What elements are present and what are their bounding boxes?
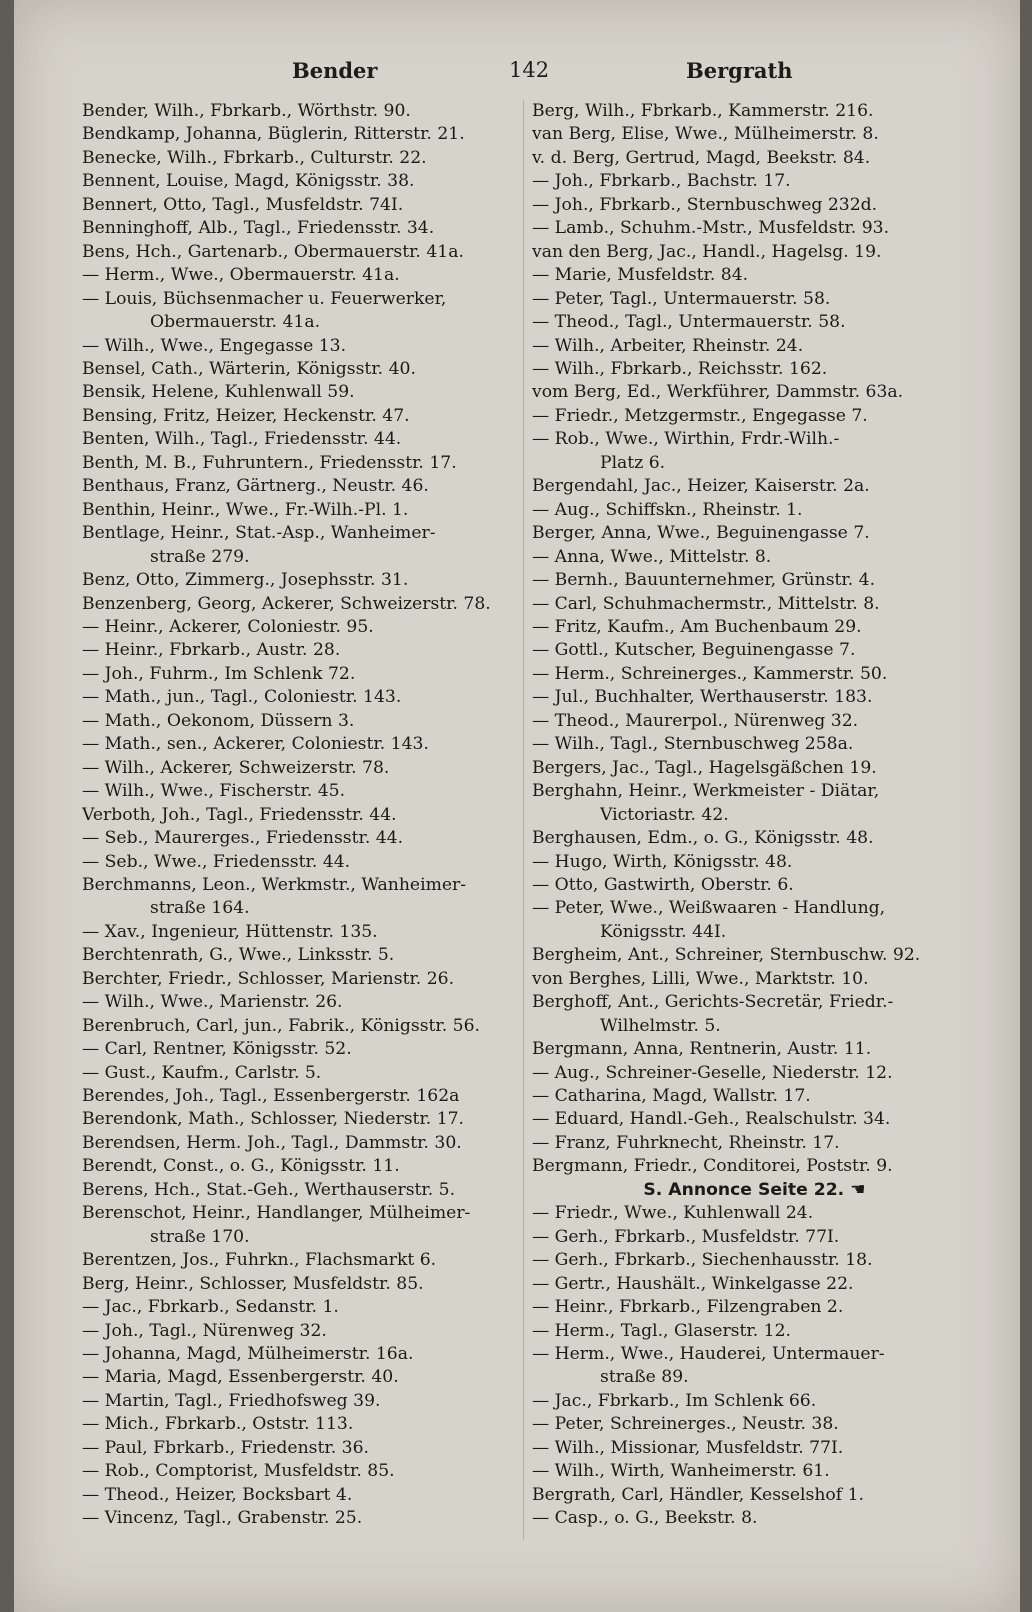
directory-entry: v. d. Berg, Gertrud, Magd, Beekstr. 84. xyxy=(532,147,871,168)
directory-entry: — Aug., Schreiner-Geselle, Niederstr. 12. xyxy=(532,1062,893,1083)
directory-entry: — Rob., Wwe., Wirthin, Frdr.-Wilh.- xyxy=(532,429,840,450)
directory-entry: Bentlage, Heinr., Stat.-Asp., Wanheimer- xyxy=(82,523,436,544)
directory-entry: — Heinr., Fbrkarb., Austr. 28. xyxy=(82,640,341,661)
directory-entry: Benz, Otto, Zimmerg., Josephsstr. 31. xyxy=(82,570,409,591)
directory-entry: — Math., Oekonom, Düssern 3. xyxy=(82,710,355,731)
directory-entry: — Heinr., Ackerer, Coloniestr. 95. xyxy=(82,616,374,637)
directory-entry: — Anna, Wwe., Mittelstr. 8. xyxy=(532,546,772,567)
directory-entry: — Gertr., Haushält., Winkelgasse 22. xyxy=(532,1273,854,1294)
directory-entry: Berchmanns, Leon., Werkmstr., Wanheimer- xyxy=(82,874,467,895)
directory-entry: van Berg, Elise, Wwe., Mülheimerstr. 8. xyxy=(532,124,879,145)
directory-entry: Benninghoff, Alb., Tagl., Friedensstr. 34. xyxy=(82,218,435,239)
directory-entry: — Wilh., Ackerer, Schweizerstr. 78. xyxy=(82,757,390,778)
directory-entry: — Theod., Maurerpol., Nürenweg 32. xyxy=(532,710,859,731)
directory-entry: Bendkamp, Johanna, Büglerin, Ritterstr. 21. xyxy=(82,124,465,145)
directory-entry: Berendt, Const., o. G., Königsstr. 11. xyxy=(82,1156,400,1177)
directory-entry: Berens, Hch., Stat.-Geh., Werthauserstr. 5. xyxy=(82,1179,456,1200)
directory-entry: — Math., jun., Tagl., Coloniestr. 143. xyxy=(82,687,402,708)
directory-entry: — Fritz, Kaufm., Am Buchenbaum 29. xyxy=(532,616,862,637)
directory-entry: — Jac., Fbrkarb., Im Schlenk 66. xyxy=(532,1390,817,1411)
annonce-reference: S. Annonce Seite 22. ☚ xyxy=(643,1179,866,1200)
directory-entry: — Mich., Fbrkarb., Oststr. 113. xyxy=(82,1414,354,1435)
directory-entry: Verboth, Joh., Tagl., Friedensstr. 44. xyxy=(82,804,397,825)
directory-entry: — Aug., Schiffskn., Rheinstr. 1. xyxy=(532,499,803,520)
entry-continuation: straße 164. xyxy=(150,898,250,919)
directory-entry: — Martin, Tagl., Friedhofsweg 39. xyxy=(82,1390,381,1411)
directory-entry: — Johanna, Magd, Mülheimerstr. 16a. xyxy=(82,1344,414,1365)
directory-entry: Berendes, Joh., Tagl., Essenbergerstr. 162a xyxy=(82,1086,460,1107)
directory-entry: — Peter, Wwe., Weißwaaren - Handlung, xyxy=(532,898,886,919)
directory-entry: — Wilh., Wwe., Marienstr. 26. xyxy=(82,992,343,1013)
left-column xyxy=(82,100,510,1531)
directory-entry: — Casp., o. G., Beekstr. 8. xyxy=(532,1508,758,1529)
directory-entry: — Friedr., Metzgermstr., Engegasse 7. xyxy=(532,405,868,426)
directory-entry: Berg, Wilh., Fbrkarb., Kammerstr. 216. xyxy=(532,101,874,121)
directory-entry: — Wilh., Wwe., Engegasse 13. xyxy=(82,335,347,356)
directory-entry: — Joh., Fbrkarb., Bachstr. 17. xyxy=(532,171,791,192)
directory-entry: — Maria, Magd, Essenbergerstr. 40. xyxy=(82,1367,399,1388)
directory-entry: — Eduard, Handl.-Geh., Realschulstr. 34. xyxy=(532,1109,891,1130)
directory-entry: — Xav., Ingenieur, Hüttenstr. 135. xyxy=(82,921,378,942)
directory-entry: — Theod., Tagl., Untermauerstr. 58. xyxy=(532,312,846,333)
directory-entry: Bennent, Louise, Magd, Königsstr. 38. xyxy=(82,171,415,192)
directory-entry: Bennert, Otto, Tagl., Musfeldstr. 74I. xyxy=(82,194,404,215)
directory-entry: — Gust., Kaufm., Carlstr. 5. xyxy=(82,1062,322,1083)
directory-entry: — Wilh., Wwe., Fischerstr. 45. xyxy=(82,781,346,802)
directory-entry: — Peter, Tagl., Untermauerstr. 58. xyxy=(532,288,831,309)
directory-entry: — Joh., Fuhrm., Im Schlenk 72. xyxy=(82,663,356,684)
directory-entry: Berchter, Friedr., Schlosser, Marienstr. 26. xyxy=(82,968,455,989)
directory-entry: van den Berg, Jac., Handl., Hagelsg. 19. xyxy=(532,241,882,262)
directory-entry: — Wilh., Tagl., Sternbuschweg 258a. xyxy=(532,734,854,755)
directory-entry: Berghahn, Heinr., Werkmeister - Diätar, xyxy=(532,781,880,802)
directory-entry: — Herm., Tagl., Glaserstr. 12. xyxy=(532,1320,791,1341)
directory-entry: — Louis, Büchsenmacher u. Feuerwerker, xyxy=(82,288,447,309)
directory-entry: — Otto, Gastwirth, Oberstr. 6. xyxy=(532,874,794,895)
directory-entry: — Jul., Buchhalter, Werthauserstr. 183. xyxy=(532,687,873,708)
directory-entry: von Berghes, Lilli, Wwe., Marktstr. 10. xyxy=(532,968,869,989)
directory-entry: — Carl, Rentner, Königsstr. 52. xyxy=(82,1039,352,1060)
directory-entry: — Vincenz, Tagl., Grabenstr. 25. xyxy=(82,1508,363,1529)
directory-entry: Benthin, Heinr., Wwe., Fr.-Wilh.-Pl. 1. xyxy=(82,499,409,520)
directory-entry: — Herm., Wwe., Hauderei, Untermauer- xyxy=(532,1344,885,1365)
directory-entry: — Catharina, Magd, Wallstr. 17. xyxy=(532,1086,811,1107)
directory-entry: Bergendahl, Jac., Heizer, Kaiserstr. 2a. xyxy=(532,476,870,497)
directory-entry: — Joh., Tagl., Nürenweg 32. xyxy=(82,1320,327,1341)
entry-continuation: Wilhelmstr. 5. xyxy=(600,1015,721,1036)
directory-entry: — Franz, Fuhrknecht, Rheinstr. 17. xyxy=(532,1132,840,1153)
directory-entry: Bergmann, Anna, Rentnerin, Austr. 11. xyxy=(532,1039,872,1060)
directory-entry: Bensik, Helene, Kuhlenwall 59. xyxy=(82,382,355,403)
directory-entry: Berendsen, Herm. Joh., Tagl., Dammstr. 30. xyxy=(82,1132,462,1153)
page-number: 142 xyxy=(509,58,550,82)
directory-entry: Berendonk, Math., Schlosser, Niederstr. 17. xyxy=(82,1109,465,1130)
directory-entry: Berg, Heinr., Schlosser, Musfeldstr. 85. xyxy=(82,1273,424,1294)
directory-entry: Bergrath, Carl, Händler, Kesselshof 1. xyxy=(532,1484,864,1505)
column-divider xyxy=(523,100,524,1540)
directory-entry: — Wilh., Missionar, Musfeldstr. 77I. xyxy=(532,1437,844,1458)
directory-entry: Benten, Wilh., Tagl., Friedensstr. 44. xyxy=(82,429,402,450)
directory-entry: — Gerh., Fbrkarb., Siechenhausstr. 18. xyxy=(532,1250,873,1271)
directory-entry: — Paul, Fbrkarb., Friedenstr. 36. xyxy=(82,1437,369,1458)
directory-entry: — Wilh., Wirth, Wanheimerstr. 61. xyxy=(532,1461,830,1482)
entry-continuation: Königsstr. 44I. xyxy=(600,921,727,942)
directory-entry: Berchtenrath, G., Wwe., Linksstr. 5. xyxy=(82,945,395,966)
directory-page xyxy=(14,0,1020,1612)
directory-entry: — Friedr., Wwe., Kuhlenwall 24. xyxy=(532,1203,814,1224)
entry-continuation: Obermauerstr. 41a. xyxy=(150,312,321,333)
directory-entry: — Gottl., Kutscher, Beguinengasse 7. xyxy=(532,640,856,661)
directory-entry: — Carl, Schuhmachermstr., Mittelstr. 8. xyxy=(532,593,880,614)
entry-continuation: straße 170. xyxy=(150,1226,250,1247)
directory-entry: Bensing, Fritz, Heizer, Heckenstr. 47. xyxy=(82,405,410,426)
directory-entry: Benth, M. B., Fuhruntern., Friedensstr. 17. xyxy=(82,452,457,473)
header-last-name: Bergrath xyxy=(686,58,793,83)
directory-entry: Berger, Anna, Wwe., Beguinengasse 7. xyxy=(532,523,870,544)
directory-entry: — Theod., Heizer, Bocksbart 4. xyxy=(82,1484,353,1505)
directory-entry: Bensel, Cath., Wärterin, Königsstr. 40. xyxy=(82,358,416,379)
directory-entry: — Wilh., Fbrkarb., Reichsstr. 162. xyxy=(532,358,828,379)
directory-entry: Berenbruch, Carl, jun., Fabrik., Königsstr. 56. xyxy=(82,1015,481,1036)
directory-entry: — Herm., Wwe., Obermauerstr. 41a. xyxy=(82,265,400,286)
directory-entry: — Gerh., Fbrkarb., Musfeldstr. 77I. xyxy=(532,1226,840,1247)
entry-continuation: straße 279. xyxy=(150,546,250,567)
directory-entry: Benecke, Wilh., Fbrkarb., Culturstr. 22. xyxy=(82,147,427,168)
directory-entry: — Math., sen., Ackerer, Coloniestr. 143. xyxy=(82,734,429,755)
entry-continuation: straße 89. xyxy=(600,1367,689,1388)
directory-entry: — Marie, Musfeldstr. 84. xyxy=(532,265,749,286)
directory-entry: — Joh., Fbrkarb., Sternbuschweg 232d. xyxy=(532,194,878,215)
header-first-name: Bender xyxy=(292,58,378,83)
directory-entry: Benthaus, Franz, Gärtnerg., Neustr. 46. xyxy=(82,476,429,497)
directory-entry: Berghoff, Ant., Gerichts-Secretär, Friedr.- xyxy=(532,992,894,1013)
directory-entry: Berenschot, Heinr., Handlanger, Mülheimer- xyxy=(82,1203,471,1224)
directory-entry: vom Berg, Ed., Werkführer, Dammstr. 63a. xyxy=(532,382,904,403)
directory-entry: Berghausen, Edm., o. G., Königsstr. 48. xyxy=(532,828,874,849)
directory-entry: Bergmann, Friedr., Conditorei, Poststr. 9. xyxy=(532,1156,893,1177)
directory-entry: — Herm., Schreinerges., Kammerstr. 50. xyxy=(532,663,888,684)
directory-entry: — Rob., Comptorist, Musfeldstr. 85. xyxy=(82,1461,395,1482)
directory-entry: — Peter, Schreinerges., Neustr. 38. xyxy=(532,1414,839,1435)
directory-entry: — Jac., Fbrkarb., Sedanstr. 1. xyxy=(82,1297,339,1318)
directory-entry: Benzenberg, Georg, Ackerer, Schweizerstr. 78. xyxy=(82,593,491,614)
directory-entry: Bender, Wilh., Fbrkarb., Wörthstr. 90. xyxy=(82,101,411,121)
directory-entry: — Bernh., Bauunternehmer, Grünstr. 4. xyxy=(532,570,876,591)
entry-continuation: Platz 6. xyxy=(600,452,666,473)
directory-entry: Bergers, Jac., Tagl., Hagelsgäßchen 19. xyxy=(532,757,877,778)
entry-continuation: Victoriastr. 42. xyxy=(600,804,729,825)
directory-entry: Bens, Hch., Gartenarb., Obermauerstr. 41a. xyxy=(82,241,464,262)
directory-entry: — Wilh., Arbeiter, Rheinstr. 24. xyxy=(532,335,804,356)
directory-entry: — Heinr., Fbrkarb., Filzengraben 2. xyxy=(532,1297,844,1318)
directory-entry: — Seb., Maurerges., Friedensstr. 44. xyxy=(82,828,404,849)
directory-entry: — Hugo, Wirth, Königsstr. 48. xyxy=(532,851,793,872)
right-column xyxy=(532,100,977,1531)
directory-entry: Berentzen, Jos., Fuhrkn., Flachsmarkt 6. xyxy=(82,1250,437,1271)
directory-entry: — Seb., Wwe., Friedensstr. 44. xyxy=(82,851,351,872)
directory-entry: — Lamb., Schuhm.-Mstr., Musfeldstr. 93. xyxy=(532,218,890,239)
page-header xyxy=(14,58,1020,88)
directory-entry: Bergheim, Ant., Schreiner, Sternbuschw. 92. xyxy=(532,945,921,966)
